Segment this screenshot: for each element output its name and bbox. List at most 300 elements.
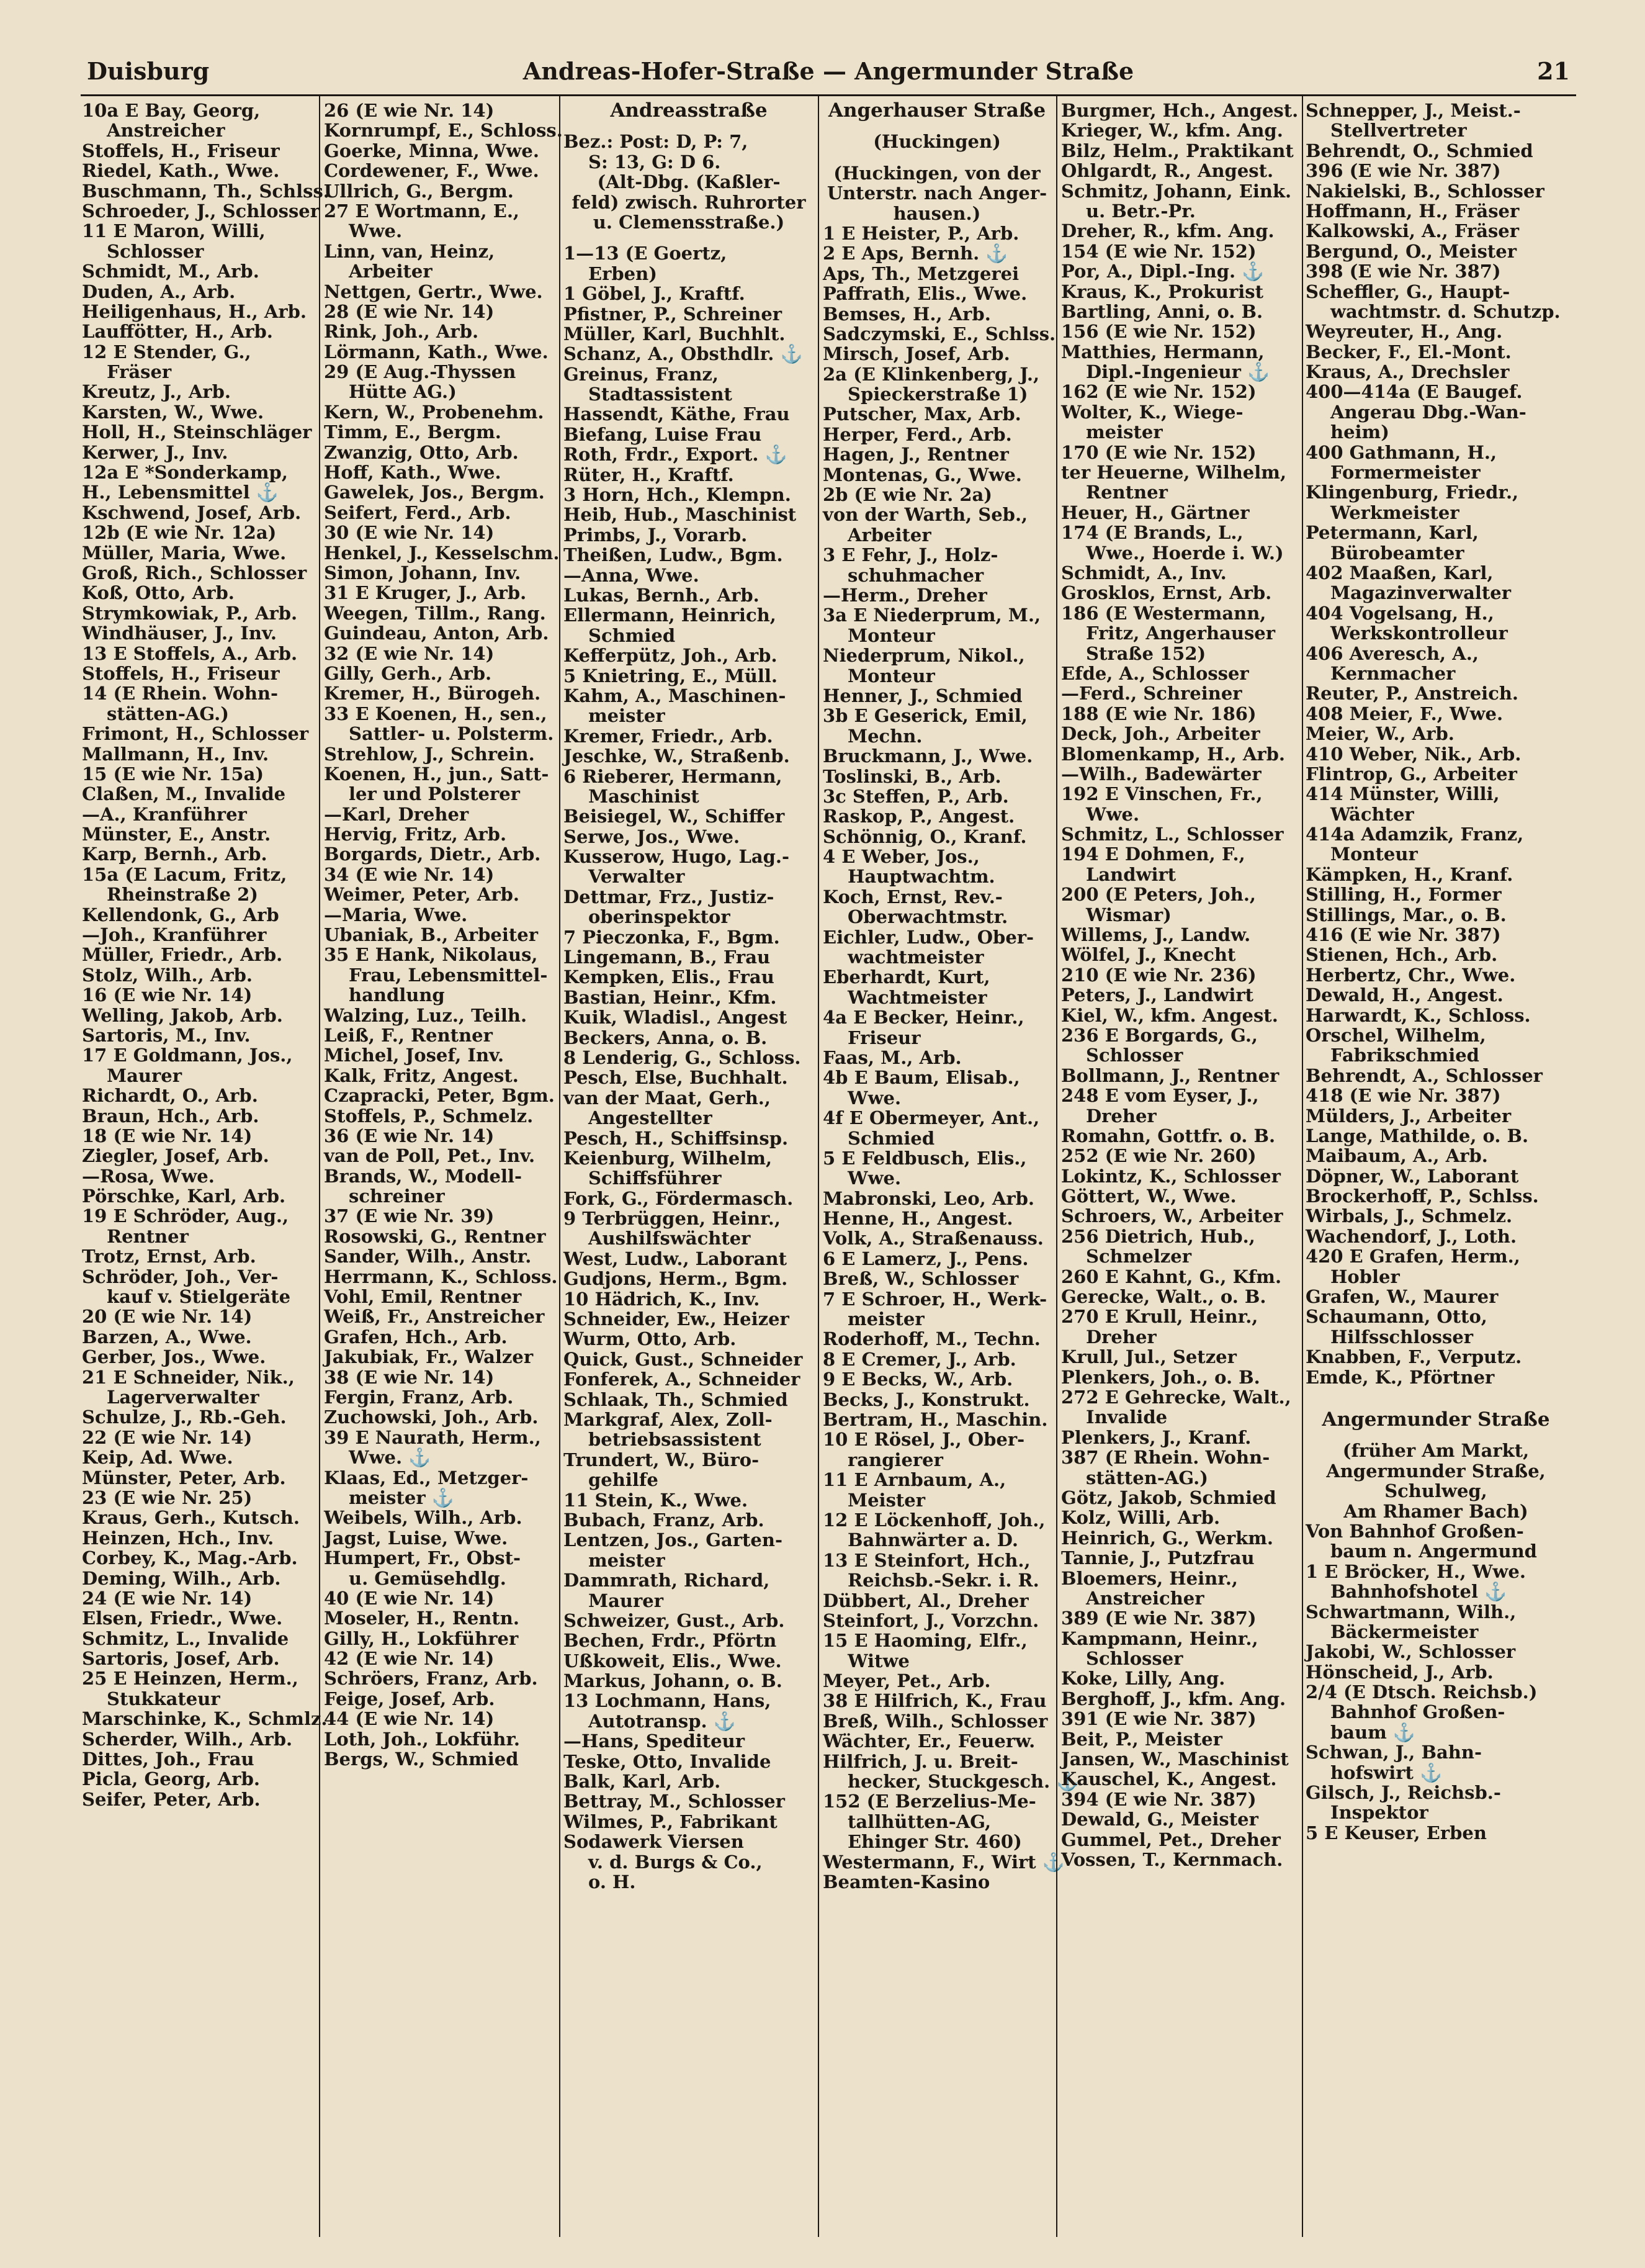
directory-entry-line: 1 E Heister, P., Arb. [823,222,1020,244]
directory-entry-line: Paffrath, Elis., Wwe. [823,283,1028,305]
directory-entry-line: Willems, J., Landw. [1061,924,1251,946]
directory-entry-continuation: Landwirt [1086,863,1177,885]
directory-entry-continuation: Fabrikschmied [1330,1045,1479,1066]
directory-entry-line: Ußkoweit, Elis., Wwe. [563,1650,782,1672]
directory-entry-line: Putscher, Max, Arb. [823,403,1021,425]
directory-entry-line: 39 E Naurath, Herm., [324,1426,541,1448]
directory-entry-line: Wölfel, J., Knecht [1061,944,1236,966]
directory-entry-line: —Herm., Dreher [823,584,987,606]
directory-entry-line: Koch, Ernst, Rev.- [823,886,1003,907]
directory-entry-line: Linn, van, Heinz, [324,240,495,262]
directory-entry-line: Schröers, Franz, Arb. [324,1668,538,1690]
directory-entry-line: 13 E Stoffels, A., Arb. [82,642,298,664]
directory-entry-line: Lange, Mathilde, o. B. [1306,1125,1529,1146]
directory-entry-line: Hoff, Kath., Wwe. [324,462,501,484]
directory-entry-line: —Ferd., Schreiner [1061,683,1242,704]
directory-entry-line: Kreutz, J., Arb. [82,381,231,403]
directory-entry-line: 10 Hädrich, K., Inv. [563,1288,760,1310]
directory-entry-line: Schmidt, M., Arb. [82,261,259,282]
directory-entry-continuation: Mechn. [848,725,923,747]
directory-entry-line: 10a E Bay, Georg, [82,100,261,121]
directory-entry-continuation: wachtmstr. d. Schutzp. [1330,300,1561,322]
directory-entry-line: Schroeder, J., Schlosser [82,200,320,222]
directory-entry-line: Bergs, W., Schmied [324,1748,519,1770]
directory-entry-line: Timm, E., Bergm. [324,421,501,443]
directory-entry-line: Burgmer, Hch., Angest. [1061,100,1299,121]
directory-entry-line: Buschmann, Th., Schlss. [82,180,329,202]
directory-entry-continuation: Reichsb.-Sekr. i. R. [848,1570,1039,1591]
street-note: Angermunder Straße, [1326,1460,1546,1482]
directory-entry-line: 400—414a (E Baugef. [1306,381,1523,403]
directory-entry-line: Rüter, H., Kraftf. [563,464,734,485]
column-divider [1302,94,1303,2237]
directory-entry-line: Scheffler, G., Haupt- [1306,281,1510,302]
directory-entry-line: Windhäuser, J., Inv. [82,623,277,644]
directory-entry-line: Scherder, Wilh., Arb. [82,1728,293,1750]
directory-entry-line: 35 E Hank, Nikolaus, [324,944,538,966]
directory-entry-line: Sartoris, M., Inv. [82,1024,251,1046]
directory-entry-continuation: ler und Polsterer [349,783,520,805]
directory-entry-line: Harwardt, K., Schloss. [1306,1004,1531,1026]
directory-entry-line: Walzing, Luz., Teilh. [324,1004,527,1026]
directory-entry-continuation: Maschinist [588,785,699,807]
directory-entry-continuation: Wwe. ⚓ [349,1447,431,1469]
directory-entry-line: 4a E Becker, Heinr., [823,1007,1024,1028]
directory-entry-line: Heinrich, G., Werkm. [1061,1527,1274,1549]
directory-entry-line: 4 E Weber, Jos., [823,846,980,868]
directory-entry-line: Heinzen, Hch., Inv. [82,1527,274,1549]
directory-entry-line: 36 (E wie Nr. 14) [324,1125,495,1146]
directory-entry-line: Zuchowski, Joh., Arb. [324,1406,539,1428]
directory-entry-line: van de Poll, Pet., Inv. [324,1145,536,1167]
directory-entry-line: Stoffels, H., Friseur [82,662,280,684]
column-divider [319,94,320,2237]
directory-entry-line: 5 E Feldbusch, Elis., [823,1147,1027,1169]
directory-entry-continuation: Stellvertreter [1330,120,1467,142]
directory-entry-line: 3a E Niederprum, M., [823,605,1041,626]
directory-entry-line: Kuik, Wladisl., Angest [563,1007,787,1028]
directory-entry-line: 194 E Dohmen, F., [1061,844,1245,865]
directory-entry-line: Lingemann, B., Frau [563,947,771,968]
directory-entry-continuation: Rentner [1086,482,1168,503]
directory-entry-line: Corbey, K., Mag.-Arb. [82,1547,298,1569]
directory-entry-line: 9 Terbrüggen, Heinr., [563,1208,781,1230]
header-city: Duisburg [87,57,210,85]
directory-entry-line: 408 Meier, F., Wwe. [1306,703,1504,724]
directory-entry-line: 387 (E Rhein. Wohn- [1061,1447,1270,1469]
street-note: (Huckingen, von der [833,162,1041,184]
directory-entry-line: Lauffötter, H., Arb. [82,321,273,343]
directory-entry-line: Kornrumpf, E., Schloss. [324,120,563,142]
directory-entry-line: Steinfort, J., Vorzchn. [823,1609,1039,1631]
directory-entry-line: Knabben, F., Verputz. [1306,1346,1522,1368]
directory-entry-continuation: Monteur [848,624,935,646]
directory-entry-line: 21 E Schneider, Nik., [82,1366,295,1388]
directory-entry-line: Tannie, J., Putzfrau [1061,1547,1255,1569]
directory-entry-line: 12 E Löckenhoff, Joh., [823,1509,1046,1531]
directory-entry-continuation: Stukkateur [107,1688,220,1709]
directory-entry-line: Peters, J., Landwirt [1061,984,1254,1006]
directory-entry-line: 192 E Vinschen, Fr., [1061,783,1263,805]
street-heading: Andreasstraße [610,99,768,122]
directory-entry-line: Gilsch, J., Reichsb.- [1306,1782,1501,1804]
directory-entry-line: Trotz, Ernst, Arb. [82,1246,256,1267]
directory-entry-line: Roderhoff, M., Techn. [823,1328,1041,1350]
column-divider [818,94,819,2237]
directory-entry-line: Stoffels, P., Schmelz. [324,1105,534,1127]
directory-entry-continuation: hecker, Stuckgesch. ⚓ [848,1771,1079,1793]
directory-entry-line: 256 Dietrich, Hub., [1061,1225,1255,1247]
directory-entry-continuation: Arbeiter [349,261,433,282]
directory-entry-line: Riedel, Kath., Wwe. [82,160,280,182]
directory-entry-line: Weegen, Tillm., Rang. [324,602,546,624]
directory-entry-line: Teske, Otto, Invalide [563,1750,771,1772]
directory-entry-continuation: Inspektor [1330,1802,1428,1824]
directory-entry-line: Kraus, Gerh., Kutsch. [82,1507,300,1529]
directory-entry-line: Döpner, W., Laborant [1306,1165,1519,1187]
directory-entry-line: Orschel, Wilhelm, [1306,1024,1486,1046]
spacer [823,152,1051,163]
directory-entry-line: Braun, Hch., Arb. [82,1105,259,1127]
directory-entry-continuation: Rheinstraße 2) [107,884,259,906]
directory-entry-continuation: Bahnwärter a. D. [848,1529,1018,1551]
directory-entry-line: Picla, Georg, Arb. [82,1768,260,1790]
directory-entry-line: 210 (E wie Nr. 236) [1061,964,1257,986]
directory-entry-line: Schwartmann, Wilh., [1306,1601,1517,1622]
directory-entry-continuation: Hütte AG.) [349,381,457,403]
directory-entry-line: Sadczymski, E., Schlss. [823,323,1056,344]
directory-entry-line: ter Heuerne, Wilhelm, [1061,462,1287,484]
street-note: feld) zwisch. Ruhrorter [571,191,806,213]
directory-entry-continuation: o. H. [588,1871,636,1892]
directory-entry-line: Hagen, J., Rentner [823,444,1009,466]
directory-entry-continuation: Straße 152) [1086,642,1206,664]
directory-entry-line: Deck, Joh., Arbeiter [1061,723,1260,745]
directory-entry-continuation: Angestellter [588,1107,712,1129]
directory-entry-line: Behrendt, O., Schmied [1306,140,1533,161]
directory-entry-line: Schroers, W., Arbeiter [1061,1205,1283,1227]
directory-entry-line: Becks, J., Konstrukt. [823,1388,1030,1410]
directory-entry-line: Koß, Otto, Arb. [82,582,235,604]
directory-entry-continuation: u. Betr.-Pr. [1086,200,1196,222]
directory-entry-line: Klaas, Ed., Metzger- [324,1467,529,1488]
directory-entry-line: Berghoff, J., kfm. Ang. [1061,1688,1286,1709]
directory-entry-line: Schröder, Joh., Ver- [82,1266,279,1287]
directory-entry-continuation: Frau, Lebensmittel- [349,964,548,986]
directory-entry-line: 6 E Lamerz, J., Pens. [823,1248,1029,1269]
directory-entry-continuation: handlung [349,984,445,1006]
directory-entry-continuation: Wwe. [1086,803,1140,825]
directory-entry-line: —Wilh., Badewärter [1061,763,1262,785]
directory-entry-continuation: meister [848,1308,925,1330]
directory-entry-continuation: Stadtassistent [588,384,732,405]
directory-entry-continuation: Hauptwachtm. [848,866,995,888]
directory-entry-line: 12a E *Sonderkamp, [82,462,288,484]
directory-entry-line: 410 Weber, Nik., Arb. [1306,743,1522,765]
directory-entry-line: Bertram, H., Maschin. [823,1409,1048,1430]
directory-entry-continuation: meister [588,1549,665,1571]
directory-entry-line: 15a (E Lacum, Fritz, [82,863,287,885]
directory-entry-line: —Hans, Spediteur [563,1730,745,1752]
directory-entry-continuation: Schlosser [1086,1648,1183,1670]
directory-entry-line: Meyer, Pet., Arb. [823,1670,991,1692]
directory-entry-line: Kämpken, H., Kranf. [1306,863,1513,885]
directory-entry-line: 42 (E wie Nr. 14) [324,1648,495,1670]
directory-entry-line: Koke, Lilly, Ang. [1061,1668,1226,1690]
directory-entry-line: Seifer, Peter, Arb. [82,1788,261,1810]
directory-entry-line: Wilmes, P., Fabrikant [563,1811,778,1832]
directory-entry-line: Jagst, Luise, Wwe. [324,1527,508,1549]
directory-entry-continuation: Wachtmeister [848,986,987,1008]
directory-entry-line: Ullrich, G., Bergm. [324,180,514,202]
directory-entry-line: 13 E Steinfort, Hch., [823,1549,1031,1571]
directory-entry-line: Claßen, M., Invalide [82,783,286,805]
directory-entry-line: Rosowski, G., Rentner [324,1225,546,1247]
directory-entry-line: 16 (E wie Nr. 14) [82,984,253,1006]
directory-entry-line: 406 Averesch, A., [1306,642,1479,664]
directory-entry-line: 30 (E wie Nr. 14) [324,522,495,544]
directory-entry-line: Henkel, J., Kesselschm. [324,542,560,564]
directory-entry-line: Kalkowski, A., Fräser [1306,220,1520,242]
directory-entry-line: Trundert, W., Büro- [563,1449,760,1470]
directory-entry-continuation: Schmelzer [1086,1246,1192,1267]
directory-entry-line: Kellendonk, G., Arb [82,904,279,925]
directory-entry-line: Stilling, H., Former [1306,884,1502,906]
directory-entry-line: Lukas, Bernh., Arb. [563,584,760,606]
directory-entry-continuation: Schmied [848,1127,935,1149]
directory-entry-line: 272 E Gehrecke, Walt., [1061,1387,1291,1408]
directory-entry-line: Herbertz, Chr., Wwe. [1306,964,1516,986]
directory-entry-line: 174 (E Brands, L., [1061,522,1244,544]
directory-entry-line: Leiß, F., Rentner [324,1024,493,1046]
street-note: (Alt-Dbg. (Kaßler- [597,171,781,193]
directory-entry-line: 404 Vogelsang, H., [1306,602,1494,624]
directory-entry-line: Bilz, Helm., Praktikant [1061,140,1294,161]
directory-entry-line: Herper, Ferd., Arb. [823,423,1012,445]
directory-entry-line: Klingenburg, Friedr., [1306,482,1519,503]
directory-entry-line: Greinus, Franz, [563,363,719,385]
directory-entry-line: 154 (E wie Nr. 152) [1061,240,1257,262]
directory-entry-line: 7 E Schroer, H., Werk- [823,1288,1047,1310]
directory-entry-line: Aps, Th., Metzgerei [823,263,1020,284]
directory-entry-line: 40 (E wie Nr. 14) [324,1587,495,1609]
directory-entry-line: Markgraf, Alex, Zoll- [563,1409,773,1430]
directory-entry-continuation: Hilfsschlosser [1330,1326,1474,1348]
directory-entry-line: Stolz, Wilh., Arb. [82,964,253,986]
directory-entry-line: Strymkowiak, P., Arb. [82,602,298,624]
directory-entry-line: Breß, W., Schlosser [823,1268,1019,1290]
directory-entry-continuation: gehilfe [588,1469,658,1491]
directory-entry-line: Pfistner, P., Schreiner [563,303,782,325]
directory-entry-line: 2b (E wie Nr. 2a) [823,484,993,506]
directory-entry-continuation: Angerau Dbg.-Wan- [1330,401,1526,423]
directory-entry-line: Volk, A., Straßenauss. [823,1228,1044,1249]
directory-entry-line: Petermann, Karl, [1306,522,1479,544]
spacer [563,120,814,132]
directory-entry-line: 398 (E wie Nr. 387) [1306,261,1501,282]
directory-entry-line: Gerecke, Walt., o. B. [1061,1286,1266,1308]
directory-entry-line: 1—13 (E Goertz, [563,243,727,264]
directory-entry-continuation: stätten-AG.) [107,703,229,724]
directory-entry-line: 27 E Wortmann, E., [324,200,520,222]
directory-entry-line: 12 E Stender, G., [82,341,251,362]
directory-entry-line: Ubaniak, B., Arbeiter [324,924,538,946]
directory-entry-line: Schweizer, Gust., Arb. [563,1609,785,1631]
directory-entry-line: Stienen, Hch., Arb. [1306,944,1498,966]
directory-entry-continuation: Friseur [848,1027,921,1048]
directory-entry-continuation: Formermeister [1330,462,1481,484]
directory-entry-continuation: Schlosser [1086,1045,1183,1066]
directory-entry-line: Behrendt, A., Schlosser [1306,1064,1543,1086]
directory-entry-line: Gilly, H., Lokführer [324,1627,519,1649]
directory-entry-line: West, Ludw., Laborant [563,1248,787,1269]
directory-entry-continuation: Magazinverwalter [1330,582,1512,604]
header-street-range: Andreas-Hofer-Straße — Angermunder Straße [522,57,1134,85]
directory-entry-line: Lentzen, Jos., Garten- [563,1529,782,1551]
directory-entry-continuation: baum ⚓ [1330,1721,1416,1743]
directory-entry-line: Meier, W., Arb. [1306,723,1455,745]
directory-entry-line: Kahm, A., Maschinen- [563,685,786,706]
directory-entry-line: Weyreuter, H., Ang. [1306,321,1503,343]
directory-entry-line: —Rosa, Wwe. [82,1165,215,1187]
page-header [87,57,1570,94]
directory-entry-continuation: Bäckermeister [1330,1621,1479,1642]
directory-entry-line: Sartoris, Josef, Arb. [82,1648,280,1670]
directory-entry-line: Bruckmann, J., Wwe. [823,745,1033,767]
directory-entry-continuation: hofswirt ⚓ [1330,1762,1443,1783]
directory-entry-line: Montenas, G., Wwe. [823,464,1022,485]
directory-entry-line: Wachendorf, J., Loth. [1306,1225,1517,1247]
spacer [563,232,814,243]
directory-entry-line: 26 (E wie Nr. 14) [324,100,495,121]
directory-entry-line: Blomenkamp, H., Arb. [1061,743,1285,765]
directory-entry-line: Bergund, O., Meister [1306,240,1517,262]
directory-entry-line: Loth, Joh., Lokführ. [324,1728,521,1750]
directory-entry-line: 162 (E wie Nr. 152) [1061,381,1257,403]
directory-entry-line: Götz, Jakob, Schmied [1061,1487,1276,1508]
directory-entry-line: Czapracki, Peter, Bgm. [324,1085,555,1107]
directory-entry-line: 2a (E Klinkenberg, J., [823,363,1040,385]
street-note: Unterstr. nach Anger- [827,182,1047,204]
directory-entry-continuation: Ehinger Str. 460) [848,1831,1022,1853]
directory-entry-line: Strehlow, J., Schrein. [324,743,535,765]
directory-entry-line: Henne, H., Angest. [823,1208,1013,1230]
directory-entry-line: Matthies, Hermann, [1061,341,1265,362]
directory-entry-line: 8 Lenderig, G., Schloss. [563,1046,801,1068]
directory-entry-line: 402 Maaßen, Karl, [1306,562,1494,583]
directory-entry-line: Jakobi, W., Schlosser [1306,1641,1516,1663]
directory-entry-line: Raskop, P., Angest. [823,806,1015,827]
directory-entry-line: van der Maat, Gerh., [563,1087,771,1109]
directory-entry-line: Hilfrich, J. u. Breit- [823,1750,1018,1772]
directory-entry-line: Borgards, Dietr., Arb. [324,844,541,865]
directory-entry-line: Simon, Johann, Inv. [324,562,521,583]
directory-entry-line: 389 (E wie Nr. 387) [1061,1608,1257,1629]
directory-entry-continuation: schuhmacher [848,564,984,586]
directory-entry-line: 156 (E wie Nr. 152) [1061,321,1257,343]
directory-entry-line: Kefferpütz, Joh., Arb. [563,645,778,667]
directory-entry-line: Kampmann, Heinr., [1061,1627,1258,1649]
directory-entry-line: Bubach, Franz, Arb. [563,1509,764,1531]
directory-entry-continuation: Dreher [1086,1326,1157,1348]
directory-entry-line: Plenkers, J., Kranf. [1061,1426,1252,1448]
directory-entry-line: 20 (E wie Nr. 14) [82,1306,253,1328]
directory-entry-line: Kiel, W., kfm. Angest. [1061,1004,1278,1026]
header-page-number: 21 [1537,57,1570,85]
directory-entry-line: 420 E Grafen, Herm., [1306,1246,1520,1267]
spacer [1306,1387,1566,1398]
directory-entry-line: Mülders, J., Arbeiter [1306,1105,1512,1127]
directory-entry-line: 416 (E wie Nr. 387) [1306,924,1501,946]
directory-entry-line: 200 (E Peters, Joh., [1061,884,1257,906]
directory-entry-line: Karsten, W., Wwe. [82,401,264,423]
directory-entry-line: Wirbals, J., Schmelz. [1306,1205,1513,1227]
directory-entry-line: Feige, Josef, Arb. [324,1688,495,1709]
directory-entry-line: Vohl, Emil, Rentner [324,1286,522,1308]
directory-entry-line: Nakielski, B., Schlosser [1306,180,1544,202]
directory-entry-line: Reuter, P., Anstreich. [1306,683,1519,704]
directory-entry-line: 32 (E wie Nr. 14) [324,642,495,664]
directory-entry-continuation: S: 13, G: D 6. [588,151,721,173]
directory-entry-line: Pesch, H., Schiffsinsp. [563,1127,789,1149]
directory-entry-line: Schlaak, Th., Schmied [563,1388,788,1410]
directory-entry-continuation: Wwe., Hoerde i. W.) [1086,542,1284,564]
directory-entry-line: Gawelek, Jos., Bergm. [324,482,545,503]
directory-entry-line: Kalk, Fritz, Angest. [324,1064,519,1086]
directory-entry-line: Mabronski, Leo, Arb. [823,1187,1035,1209]
street-note: Schulweg, [1384,1480,1487,1502]
directory-entry-continuation: Spieckerstraße 1) [848,384,1028,405]
directory-entry-line: 186 (E Westermann, [1061,602,1266,624]
directory-entry-line: Weimer, Peter, Arb. [324,884,520,906]
column-1 [82,100,329,2243]
directory-entry-continuation: Monteur [1330,844,1418,865]
directory-entry-line: 170 (E wie Nr. 152) [1061,441,1257,463]
directory-entry-line: Balk, Karl, Arb. [563,1771,721,1793]
directory-entry-line: 4b E Baum, Elisab., [823,1067,1020,1089]
directory-entry-line: Kauschel, K., Angest. [1061,1768,1277,1790]
directory-entry-continuation: Dipl.-Ingenieur ⚓ [1086,361,1270,383]
directory-entry-line: Maibaum, A., Arb. [1306,1145,1488,1167]
directory-entry-line: Serwe, Jos., Wwe. [563,826,740,847]
directory-entry-line: 1 E Bröcker, H., Wwe. [1306,1560,1526,1582]
directory-entry-line: H., Lebensmittel ⚓ [82,482,279,503]
directory-entry-line: 8 E Cremer, J., Arb. [823,1348,1016,1370]
directory-entry-line: Kolz, Willi, Arb. [1061,1507,1221,1529]
directory-entry-continuation: Wwe. [848,1087,902,1109]
directory-entry-line: 37 (E wie Nr. 39) [324,1205,495,1227]
directory-entry-line: Kschwend, Josef, Arb. [82,502,302,523]
directory-entry-line: Müller, Maria, Wwe. [82,542,287,564]
directory-entry-line: Duden, A., Arb. [82,281,236,302]
directory-entry-continuation: Aushilfswächter [588,1228,751,1249]
directory-entry-continuation: Witwe [848,1650,910,1672]
directory-entry-continuation: Anstreicher [107,120,225,142]
directory-entry-line: Gudjons, Herm., Bgm. [563,1268,788,1290]
directory-entry-line: Groß, Rich., Schlosser [82,562,307,583]
directory-entry-line: Frimont, H., Schlosser [82,723,309,745]
directory-entry-line: Richardt, O., Arb. [82,1085,258,1107]
directory-entry-continuation: Maurer [107,1064,182,1086]
directory-entry-continuation: Werkskontrolleur [1330,623,1508,644]
directory-entry-line: 3 Horn, Hch., Klempn. [563,484,791,506]
directory-entry-line: Hassendt, Käthe, Frau [563,403,790,425]
directory-entry-continuation: baum n. Angermund [1330,1541,1537,1562]
directory-entry-line: Hönscheid, J., Arb. [1306,1661,1494,1683]
directory-entry-line: 33 E Koenen, H., sen., [324,703,547,724]
directory-entry-line: Karp, Bernh., Arb. [82,844,267,865]
directory-entry-line: Roth, Frdr., Export. ⚓ [563,444,787,466]
